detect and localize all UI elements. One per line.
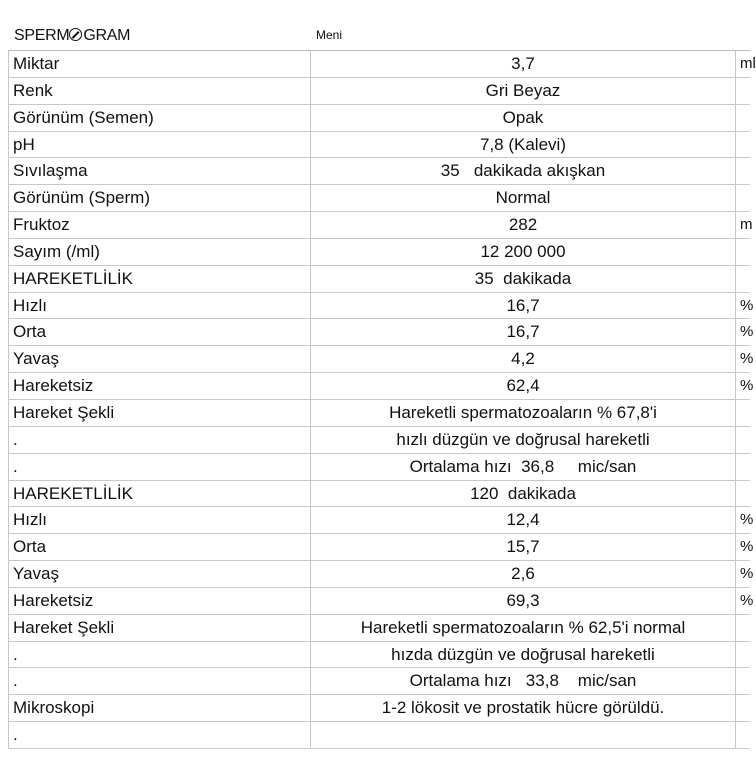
row-label: Yavaş — [9, 561, 311, 587]
row-label: Sayım (/ml) — [9, 239, 311, 265]
sample-type-label: Meni — [316, 28, 343, 42]
row-label: Mikroskopi — [9, 695, 311, 721]
title-right: GRAM — [83, 27, 131, 44]
results-table — [8, 50, 756, 749]
row-unit — [737, 454, 751, 480]
row-unit — [737, 185, 751, 211]
row-value: hızlı düzgün ve doğrusal hareketli — [311, 427, 736, 453]
table-row — [8, 534, 754, 561]
table-row — [8, 293, 754, 320]
row-unit — [737, 722, 751, 748]
table-row — [8, 642, 750, 669]
table-row — [8, 454, 750, 481]
row-label: . — [9, 642, 311, 668]
row-label: Hareket Şekli — [9, 615, 311, 641]
row-unit — [737, 78, 751, 104]
row-value: 1-2 lökosit ve prostatik hücre görüldü. — [311, 695, 736, 721]
row-value: Hareketli spermatozoaların % 62,5'i normal — [311, 615, 736, 641]
crossed-o-icon — [69, 28, 83, 42]
row-label: HAREKETLİLİK — [9, 266, 311, 292]
row-value: 16,7 — [311, 293, 736, 319]
table-row — [8, 695, 750, 722]
row-value: 15,7 — [311, 534, 736, 560]
row-label: Hareket Şekli — [9, 400, 311, 426]
row-label: Renk — [9, 78, 311, 104]
row-label: Görünüm (Semen) — [9, 105, 311, 131]
row-label: Görünüm (Sperm) — [9, 185, 311, 211]
row-unit: % — [740, 538, 754, 556]
table-row — [8, 319, 754, 346]
row-value: Normal — [311, 185, 736, 211]
table-row — [8, 185, 750, 212]
row-value: 69,3 — [311, 588, 736, 614]
row-label: . — [9, 668, 311, 694]
table-row — [8, 239, 750, 266]
row-label: . — [9, 454, 311, 480]
row-unit — [737, 615, 751, 641]
row-unit — [737, 400, 751, 426]
row-label: Hızlı — [9, 507, 311, 533]
row-label: . — [9, 722, 311, 748]
row-value: 2,6 — [311, 561, 736, 587]
table-row — [8, 481, 750, 508]
row-value: Gri Beyaz — [311, 78, 736, 104]
table-row — [8, 51, 756, 78]
table-row — [8, 132, 750, 159]
row-unit: % — [740, 565, 754, 583]
report-title — [14, 27, 130, 45]
row-unit — [737, 642, 751, 668]
table-row — [8, 78, 750, 105]
row-value: 12,4 — [311, 507, 736, 533]
row-unit — [737, 427, 751, 453]
row-label: . — [9, 427, 311, 453]
row-unit — [737, 266, 751, 292]
table-row — [8, 561, 754, 588]
row-label: Yavaş — [9, 346, 311, 372]
row-value: 282 — [311, 212, 736, 238]
row-unit: % — [740, 323, 754, 341]
row-label: Hareketsiz — [9, 373, 311, 399]
row-unit: % — [740, 377, 754, 395]
row-unit: % — [740, 511, 754, 529]
row-unit — [737, 239, 751, 265]
row-unit — [737, 481, 751, 507]
table-row — [8, 507, 754, 534]
row-label: Miktar — [9, 51, 311, 77]
row-value: 62,4 — [311, 373, 736, 399]
row-label: HAREKETLİLİK — [9, 481, 311, 507]
row-label: Orta — [9, 319, 311, 345]
row-unit: % — [740, 591, 754, 609]
table-row — [8, 400, 750, 427]
report-header — [0, 0, 750, 50]
row-unit: ml — [740, 55, 756, 72]
row-unit — [737, 668, 751, 694]
row-label: Hızlı — [9, 293, 311, 319]
row-value: Hareketli spermatozoaların % 67,8'i — [311, 400, 736, 426]
table-row — [8, 668, 750, 695]
table-row — [8, 346, 754, 373]
row-unit: % — [740, 350, 754, 368]
table-row — [8, 615, 750, 642]
row-value: 3,7 — [311, 51, 736, 77]
row-value: 4,2 — [311, 346, 736, 372]
row-value: 35 dakikada — [311, 266, 736, 292]
row-unit — [737, 132, 751, 158]
row-label: Fruktoz — [9, 212, 311, 238]
row-unit: m — [740, 216, 753, 234]
table-row — [8, 158, 750, 185]
row-value: 16,7 — [311, 319, 736, 345]
row-value: 35 dakikada akışkan — [311, 158, 736, 184]
row-label: pH — [9, 132, 311, 158]
row-value: Opak — [311, 105, 736, 131]
title-left: SPERM — [14, 27, 70, 44]
row-label: Hareketsiz — [9, 588, 311, 614]
row-unit — [737, 158, 751, 184]
table-row — [8, 105, 750, 132]
row-label: Orta — [9, 534, 311, 560]
row-value: 7,8 (Kalevi) — [311, 132, 736, 158]
table-row — [8, 722, 750, 749]
table-row — [8, 427, 750, 454]
row-value: 12 200 000 — [311, 239, 736, 265]
table-row — [8, 212, 753, 239]
row-value — [311, 722, 736, 748]
row-value: hızda düzgün ve doğrusal hareketli — [311, 642, 736, 668]
row-value: Ortalama hızı 36,8 mic/san — [311, 454, 736, 480]
row-unit: % — [740, 296, 754, 314]
row-value: 120 dakikada — [311, 481, 736, 507]
row-unit — [737, 695, 751, 721]
table-row — [8, 373, 754, 400]
row-label: Sıvılaşma — [9, 158, 311, 184]
row-unit — [737, 105, 751, 131]
table-row — [8, 266, 750, 293]
table-row — [8, 588, 754, 615]
row-value: Ortalama hızı 33,8 mic/san — [311, 668, 736, 694]
